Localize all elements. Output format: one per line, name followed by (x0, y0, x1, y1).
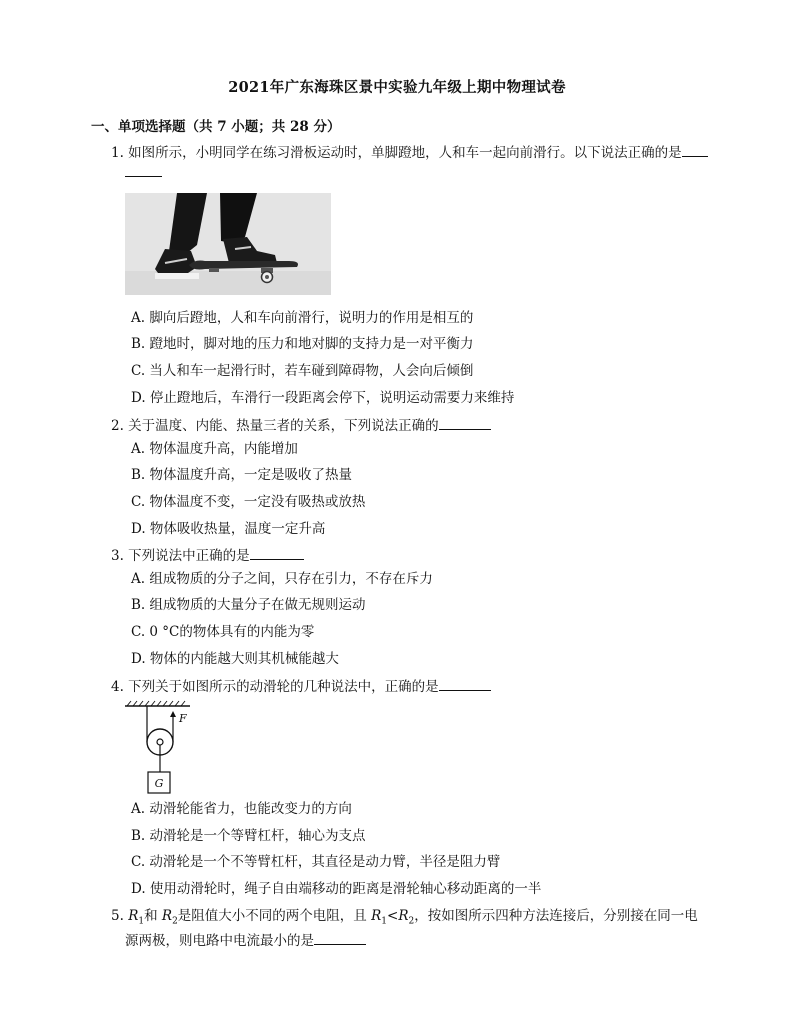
question-1-stem (111, 143, 708, 162)
option-2a: A. 物体温度升高，内能增加 (131, 441, 298, 457)
r1-symbol: R (128, 908, 139, 924)
force-label: F (179, 712, 187, 725)
question-3-text: 3. 下列说法中正确的是 (111, 548, 250, 564)
question-5-after: ，按如图所示四种方法连接后，分别接在同一电 (414, 908, 698, 924)
answer-blank (439, 416, 491, 430)
question-5-middle: 是阻值大小不同的两个电阻，且 (177, 908, 367, 924)
r2-subscript: 2 (172, 916, 178, 927)
r1-symbol-compare: R (371, 908, 382, 924)
option-4a: A. 动滑轮能省力，也能改变力的方向 (131, 801, 352, 817)
page-title: 2021年广东海珠区景中实验九年级上期中物理试卷 (228, 79, 566, 96)
option-3d: D. 物体的内能越大则其机械能越大 (131, 651, 339, 667)
answer-blank (682, 143, 708, 157)
question-4-stem (111, 677, 491, 696)
question-2-stem (111, 416, 491, 435)
question-1-blank-line (125, 163, 162, 182)
option-3b: B. 组成物质的大量分子在做无规则运动 (131, 597, 366, 613)
and-word: 和 (144, 908, 158, 924)
answer-blank (314, 931, 366, 945)
section-heading: 一、单项选择题（共 7 小题；共 28 分） (91, 119, 341, 135)
question-5-text-line2: 源两极，则电路中电流最小的是 (125, 933, 314, 949)
pulley-diagram (120, 700, 200, 796)
r2-symbol: R (161, 908, 173, 924)
question-1-text: 1. 如图所示，小明同学在练习滑板运动时，单脚蹬地，人和车一起向前滑行。以下说法正确的是 (111, 145, 682, 161)
r2-symbol-compare: R (398, 908, 409, 924)
option-1d: D. 停止蹬地后，车滑行一段距离会停下，说明运动需要力来维持 (131, 390, 515, 406)
less-than-sign: < (387, 908, 399, 924)
option-2c: C. 物体温度不变，一定没有吸热或放热 (131, 494, 366, 510)
answer-blank (125, 163, 162, 177)
option-2b: B. 物体温度升高，一定是吸收了热量 (131, 467, 353, 483)
question-4-text: 4. 下列关于如图所示的动滑轮的几种说法中，正确的是 (111, 679, 439, 695)
r1-subscript-compare: 1 (381, 916, 387, 927)
option-2d: D. 物体吸收热量，温度一定升高 (131, 521, 326, 537)
weight-label: G (154, 777, 164, 790)
skateboard-photo (125, 193, 331, 295)
option-3c: C. 0 °C的物体具有的内能为零 (131, 624, 315, 640)
answer-blank (250, 546, 304, 560)
option-1b: B. 蹬地时，脚对地的压力和地对脚的支持力是一对平衡力 (131, 336, 474, 352)
option-3a: A. 组成物质的分子之间，只存在引力，不存在斥力 (131, 571, 433, 587)
option-4b: B. 动滑轮是一个等臂杠杆，轴心为支点 (131, 828, 366, 844)
option-1a: A. 脚向后蹬地，人和车向前滑行，说明力的作用是相互的 (131, 310, 474, 326)
answer-blank (439, 677, 491, 691)
option-4d: D. 使用动滑轮时，绳子自由端移动的距离是滑轮轴心移动距离的一半 (131, 881, 542, 897)
question-5-stem (111, 907, 698, 931)
question-3-stem (111, 546, 304, 565)
question-5-number: 5. (111, 908, 124, 924)
r1-subscript: 1 (138, 916, 145, 927)
question-2-text: 2. 关于温度、内能、热量三者的关系，下列说法正确的 (111, 418, 439, 434)
question-5-line2 (125, 931, 366, 950)
r2-subscript-compare: 2 (408, 916, 415, 927)
option-1c: C. 当人和车一起滑行时，若车碰到障碍物，人会向后倾倒 (131, 363, 474, 379)
option-4c: C. 动滑轮是一个不等臂杠杆，其直径是动力臂，半径是阻力臂 (131, 854, 501, 870)
